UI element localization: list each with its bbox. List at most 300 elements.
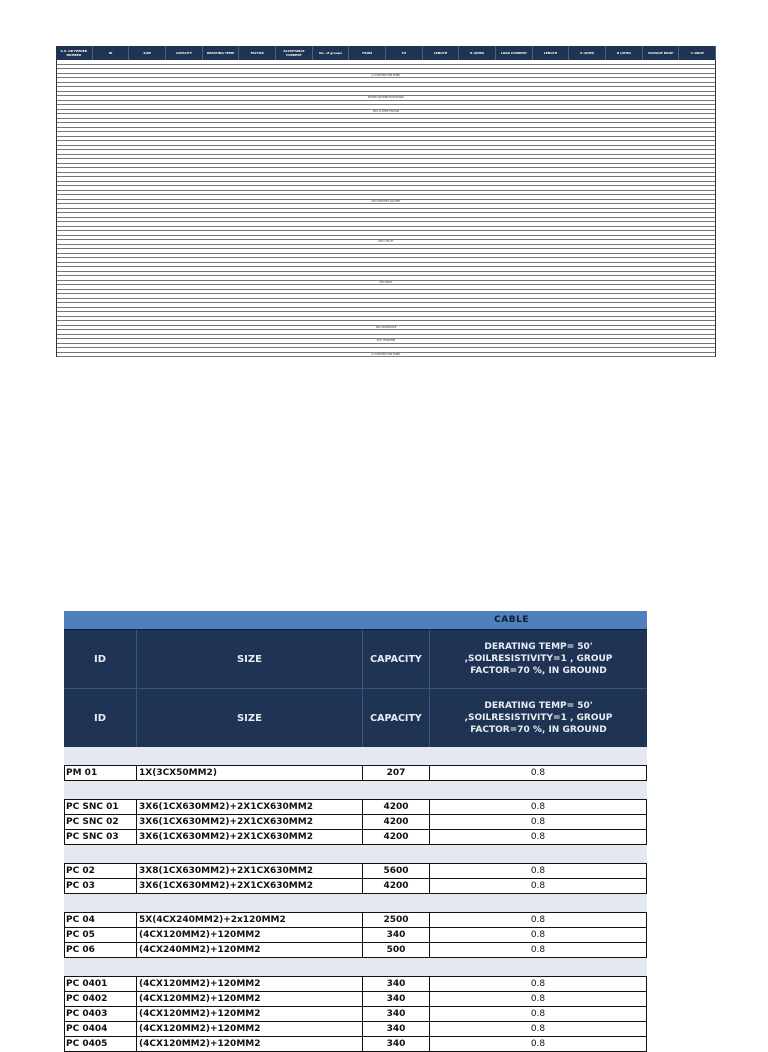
overview-header-cell: VOLTAGE DROP (643, 46, 680, 60)
overview-cell (642, 114, 679, 118)
overview-cell (350, 335, 387, 339)
overview-cell (276, 101, 313, 105)
overview-cell (569, 191, 606, 195)
overview-cell (642, 290, 679, 294)
overview-cell (57, 294, 94, 298)
overview-cell (313, 150, 350, 154)
overview-cell (203, 330, 240, 334)
overview-cell (130, 137, 167, 141)
overview-cell (203, 87, 240, 91)
overview-header-cell: LOAD CURRENT (496, 46, 533, 60)
overview-cell (679, 101, 715, 105)
overview-cell (57, 218, 94, 222)
overview-cell (240, 150, 277, 154)
overview-cell (167, 141, 204, 145)
overview-cell (642, 173, 679, 177)
overview-cell (679, 299, 715, 303)
overview-cell (57, 141, 94, 145)
overview-cell (532, 65, 569, 69)
overview-cell (313, 236, 350, 240)
overview-cell (605, 249, 642, 253)
cell-derating: 0.8 (430, 1022, 647, 1036)
overview-cell (276, 276, 313, 280)
overview-cell (459, 245, 496, 249)
overview-cell (203, 137, 240, 141)
overview-cell (240, 294, 277, 298)
overview-cell (57, 299, 94, 303)
overview-cell (130, 258, 167, 262)
overview-cell (642, 308, 679, 312)
overview-cell (386, 177, 423, 181)
overview-cell (459, 92, 496, 96)
overview-cell (130, 141, 167, 145)
overview-cell (642, 213, 679, 217)
cell-size: 3X6(1CX630MM2)+2X1CX630MM2 (137, 800, 363, 814)
cell-derating: 0.8 (430, 913, 647, 927)
overview-cell (313, 137, 350, 141)
overview-cell (57, 258, 94, 262)
overview-cell (605, 150, 642, 154)
overview-cell (459, 164, 496, 168)
overview-cell (386, 285, 423, 289)
overview-cell (313, 209, 350, 213)
overview-cell (496, 186, 533, 190)
header-derating: DERATING TEMP= 50' ,SOILRESISTIVITY=1 , GROUP FACTOR=70 %, IN GROUND (464, 701, 613, 735)
overview-cell (569, 60, 606, 64)
overview-cell (313, 65, 350, 69)
overview-cell (203, 65, 240, 69)
overview-cell (679, 146, 715, 150)
overview-cell (532, 128, 569, 132)
overview-section-label: LV DISTRIBUTION PANEL (371, 73, 401, 77)
overview-cell (240, 105, 277, 109)
cell-id: PC SNC 01 (64, 800, 137, 814)
overview-cell (350, 204, 387, 208)
overview-cell (130, 204, 167, 208)
overview-cell (94, 204, 131, 208)
overview-cell (459, 132, 496, 136)
overview-cell (532, 245, 569, 249)
overview-cell (350, 294, 387, 298)
overview-cell (203, 78, 240, 82)
overview-header-cell: TO (386, 46, 423, 60)
overview-cell (94, 182, 131, 186)
overview-cell (642, 65, 679, 69)
overview-cell (423, 177, 460, 181)
overview-cell (569, 83, 606, 87)
overview-cell (240, 119, 277, 123)
overview-cell (240, 236, 277, 240)
header-capacity: CAPACITY (363, 689, 430, 747)
overview-cell (57, 60, 94, 64)
overview-cell (386, 258, 423, 262)
overview-cell (496, 87, 533, 91)
overview-cell (569, 78, 606, 82)
overview-cell (496, 150, 533, 154)
overview-cell (679, 60, 715, 64)
overview-cell (642, 137, 679, 141)
overview-cell (532, 173, 569, 177)
overview-cell (386, 123, 423, 127)
overview-cell (57, 222, 94, 226)
overview-cell (350, 272, 387, 276)
overview-sheet (56, 46, 716, 357)
overview-cell (459, 141, 496, 145)
overview-cell (459, 119, 496, 123)
overview-cell (423, 263, 460, 267)
overview-cell (386, 128, 423, 132)
overview-cell (130, 186, 167, 190)
overview-cell (496, 236, 533, 240)
overview-cell (240, 191, 277, 195)
overview-cell (240, 182, 277, 186)
overview-cell (240, 254, 277, 258)
overview-cell (569, 65, 606, 69)
cable-title: CABLE (64, 611, 647, 629)
header-capacity: CAPACITY (363, 630, 430, 688)
overview-cell (386, 105, 423, 109)
overview-cell (167, 303, 204, 307)
overview-cell (167, 321, 204, 325)
overview-cell (532, 335, 569, 339)
overview-cell (130, 245, 167, 249)
overview-cell (94, 83, 131, 87)
overview-cell (276, 308, 313, 312)
overview-cell (313, 231, 350, 235)
overview-cell (203, 128, 240, 132)
overview-cell (350, 168, 387, 172)
overview-cell (313, 123, 350, 127)
overview-cell (240, 78, 277, 82)
overview-cell (276, 105, 313, 109)
overview-cell (276, 168, 313, 172)
overview-cell (496, 330, 533, 334)
overview-cell (313, 105, 350, 109)
overview-cell (350, 344, 387, 348)
overview-cell (57, 276, 94, 280)
overview-cell (423, 330, 460, 334)
overview-cell (605, 236, 642, 240)
overview-cell (642, 263, 679, 267)
overview-cell (130, 159, 167, 163)
overview-section-label: MCC TRANSFER (376, 339, 396, 342)
overview-cell (569, 308, 606, 312)
overview-cell (496, 317, 533, 321)
overview-cell (642, 222, 679, 226)
overview-header-cell: FROM (349, 46, 386, 60)
overview-cell (240, 114, 277, 118)
overview-cell (459, 303, 496, 307)
overview-cell (386, 69, 423, 73)
overview-cell (57, 191, 94, 195)
overview-cell (642, 236, 679, 240)
overview-cell (679, 330, 715, 334)
overview-cell (532, 204, 569, 208)
overview-cell (496, 204, 533, 208)
overview-cell (130, 177, 167, 181)
overview-cell (240, 218, 277, 222)
overview-cell (569, 227, 606, 231)
overview-cell (386, 150, 423, 154)
overview-cell (167, 299, 204, 303)
overview-cell (203, 114, 240, 118)
overview-cell (605, 276, 642, 280)
overview-cell (569, 164, 606, 168)
overview-cell (94, 267, 131, 271)
overview-cell (423, 83, 460, 87)
overview-cell (350, 123, 387, 127)
overview-cell (642, 348, 679, 352)
overview-cell (605, 254, 642, 258)
overview-cell (203, 317, 240, 321)
overview-cell (605, 335, 642, 339)
overview-cell (313, 186, 350, 190)
cell-derating: 0.8 (430, 928, 647, 942)
overview-cell (240, 231, 277, 235)
overview-cell (423, 321, 460, 325)
overview-cell (605, 186, 642, 190)
overview-cell (679, 164, 715, 168)
overview-cell (496, 60, 533, 64)
overview-cell (423, 69, 460, 73)
overview-cell (240, 245, 277, 249)
overview-cell (642, 105, 679, 109)
overview-cell (313, 294, 350, 298)
overview-cell (496, 114, 533, 118)
overview-cell (532, 78, 569, 82)
overview-cell (496, 155, 533, 159)
overview-cell (496, 101, 533, 105)
overview-cell (130, 227, 167, 231)
overview-cell (276, 191, 313, 195)
overview-cell (94, 164, 131, 168)
overview-cell (605, 114, 642, 118)
overview-cell (496, 119, 533, 123)
cell-derating: 0.8 (430, 815, 647, 829)
overview-cell (459, 222, 496, 226)
overview-cell (605, 272, 642, 276)
overview-cell (423, 186, 460, 190)
overview-cell (423, 114, 460, 118)
overview-cell (459, 236, 496, 240)
overview-cell (203, 123, 240, 127)
overview-cell (459, 344, 496, 348)
overview-cell (240, 83, 277, 87)
overview-cell (386, 87, 423, 91)
overview-cell (57, 83, 94, 87)
overview-cell (167, 231, 204, 235)
overview-cell (313, 177, 350, 181)
overview-cell (313, 321, 350, 325)
overview-cell (386, 231, 423, 235)
overview-cell (350, 105, 387, 109)
overview-cell (605, 294, 642, 298)
overview-cell (57, 231, 94, 235)
overview-cell (240, 60, 277, 64)
overview-cell (423, 245, 460, 249)
overview-cell (130, 312, 167, 316)
group-separator (64, 845, 647, 863)
overview-cell (350, 186, 387, 190)
cell-id: PC 0404 (64, 1022, 137, 1036)
overview-cell (642, 335, 679, 339)
overview-cell (276, 272, 313, 276)
overview-cell (569, 290, 606, 294)
overview-cell (569, 258, 606, 262)
overview-cell (496, 213, 533, 217)
overview-cell (130, 105, 167, 109)
overview-cell (94, 101, 131, 105)
overview-cell (350, 249, 387, 253)
overview-cell (605, 191, 642, 195)
overview-cell (313, 159, 350, 163)
overview-cell (532, 348, 569, 352)
table-row (64, 928, 647, 943)
overview-cell (167, 92, 204, 96)
overview-cell (679, 245, 715, 249)
overview-cell (130, 173, 167, 177)
overview-cell (459, 258, 496, 262)
overview-cell (350, 209, 387, 213)
overview-cell (313, 245, 350, 249)
overview-cell (496, 83, 533, 87)
cell-derating: 0.8 (430, 1037, 647, 1051)
overview-cell (240, 335, 277, 339)
overview-cell (605, 78, 642, 82)
overview-cell (569, 105, 606, 109)
overview-cell (423, 182, 460, 186)
overview-cell (605, 141, 642, 145)
overview-cell (57, 249, 94, 253)
overview-cell (496, 294, 533, 298)
overview-cell (350, 321, 387, 325)
overview-cell (350, 299, 387, 303)
overview-cell (386, 249, 423, 253)
overview-cell (276, 159, 313, 163)
cell-capacity: 340 (363, 1022, 430, 1036)
overview-cell (57, 209, 94, 213)
overview-cell (94, 344, 131, 348)
overview-cell (459, 159, 496, 163)
overview-cell (532, 272, 569, 276)
cell-size: (4CX120MM2)+120MM2 (137, 977, 363, 991)
overview-cell (423, 303, 460, 307)
overview-cell (130, 78, 167, 82)
overview-cell (167, 294, 204, 298)
overview-cell (203, 168, 240, 172)
overview-cell (642, 128, 679, 132)
overview-cell (642, 146, 679, 150)
overview-cell (240, 186, 277, 190)
overview-cell (240, 317, 277, 321)
overview-cell (459, 123, 496, 127)
overview-cell (459, 227, 496, 231)
overview-cell (276, 335, 313, 339)
overview-cell (94, 119, 131, 123)
overview-cell (94, 195, 131, 199)
overview-cell (130, 276, 167, 280)
overview-cell (386, 267, 423, 271)
overview-cell (642, 150, 679, 154)
overview-cell (203, 204, 240, 208)
overview-cell (569, 222, 606, 226)
overview-cell (423, 308, 460, 312)
overview-cell (313, 227, 350, 231)
overview-cell (423, 105, 460, 109)
overview-cell (57, 186, 94, 190)
overview-cell (569, 344, 606, 348)
overview-cell (130, 236, 167, 240)
overview-cell (313, 119, 350, 123)
overview-cell (642, 123, 679, 127)
overview-cell (94, 330, 131, 334)
overview-cell (94, 272, 131, 276)
overview-cell (57, 312, 94, 316)
overview-cell (605, 299, 642, 303)
overview-cell (276, 303, 313, 307)
overview-cell (313, 69, 350, 73)
overview-cell (386, 119, 423, 123)
overview-cell (313, 344, 350, 348)
overview-cell (167, 267, 204, 271)
overview-cell (532, 218, 569, 222)
overview-cell (57, 101, 94, 105)
overview-header-cell: X (OHM) (569, 46, 606, 60)
overview-cell (94, 186, 131, 190)
overview-cell (350, 290, 387, 294)
overview-cell (459, 308, 496, 312)
overview-cell (276, 119, 313, 123)
overview-cell (496, 173, 533, 177)
overview-cell (276, 267, 313, 271)
overview-cell (679, 83, 715, 87)
overview-cell (642, 78, 679, 82)
overview-cell (313, 78, 350, 82)
overview-cell (569, 254, 606, 258)
overview-cell (642, 276, 679, 280)
overview-cell (459, 317, 496, 321)
overview-cell (167, 146, 204, 150)
overview-cell (203, 231, 240, 235)
overview-cell (276, 231, 313, 235)
overview-cell (57, 132, 94, 136)
overview-cell (459, 87, 496, 91)
overview-header-cell: LENGTH (423, 46, 460, 60)
overview-cell (642, 267, 679, 271)
overview-cell (350, 83, 387, 87)
overview-cell (276, 78, 313, 82)
overview-cell (423, 92, 460, 96)
overview-cell (679, 312, 715, 316)
overview-cell (94, 168, 131, 172)
overview-cell (203, 267, 240, 271)
overview-cell (350, 254, 387, 258)
overview-cell (532, 87, 569, 91)
overview-cell (532, 249, 569, 253)
overview-cell (459, 105, 496, 109)
overview-cell (350, 159, 387, 163)
overview-cell (203, 218, 240, 222)
overview-cell (459, 146, 496, 150)
overview-cell (386, 209, 423, 213)
overview-cell (130, 231, 167, 235)
overview-cell (240, 168, 277, 172)
overview-cell (386, 218, 423, 222)
overview-cell (569, 182, 606, 186)
overview-cell (276, 128, 313, 132)
cell-id: PC 03 (64, 879, 137, 893)
overview-cell (532, 186, 569, 190)
